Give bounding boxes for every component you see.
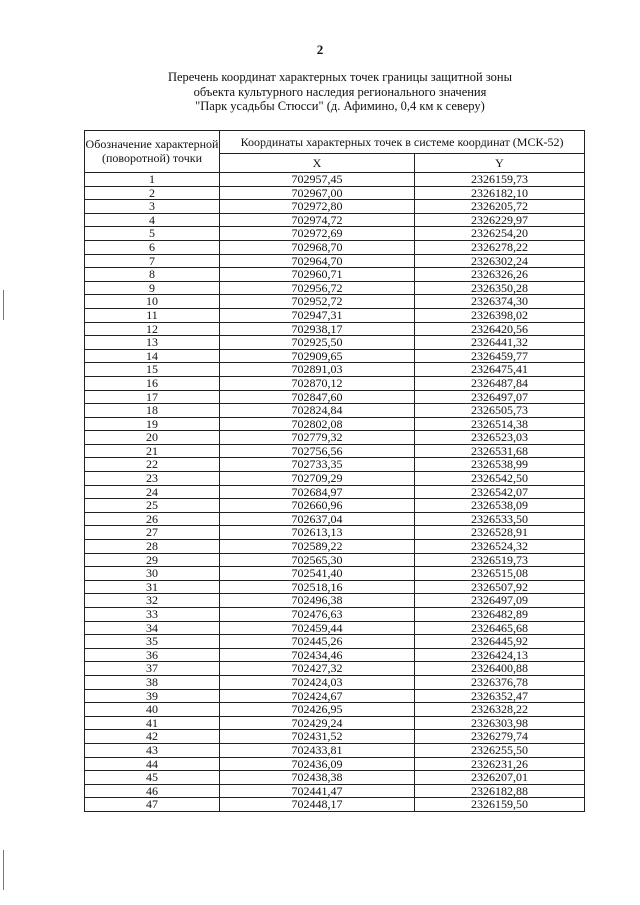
table-row [85, 757, 585, 771]
table-row [85, 295, 585, 309]
y-coordinate-cell: 2326374,30 [415, 295, 585, 309]
table-row [85, 404, 585, 418]
y-coordinate-cell: 2326528,91 [415, 526, 585, 540]
y-coordinate-cell: 2326542,50 [415, 472, 585, 486]
table-row [85, 254, 585, 268]
page-number: 2 [316, 42, 324, 57]
y-coordinate-cell: 2326459,77 [415, 349, 585, 363]
x-coordinate-cell: 702733,35 [220, 458, 415, 472]
y-coordinate-cell: 2326505,73 [415, 404, 585, 418]
y-coordinate-cell: 2326482,89 [415, 608, 585, 622]
table-row [85, 675, 585, 689]
point-number-cell: 9 [85, 281, 220, 295]
x-coordinate-cell: 702660,96 [220, 499, 415, 513]
y-coordinate-cell: 2326514,38 [415, 417, 585, 431]
table-row [85, 594, 585, 608]
point-number-cell: 10 [85, 295, 220, 309]
table-row [85, 186, 585, 200]
point-number-cell: 22 [85, 458, 220, 472]
table-row [85, 240, 585, 254]
x-coordinate-cell: 702518,16 [220, 580, 415, 594]
table-row [85, 173, 585, 187]
point-number-cell: 39 [85, 689, 220, 703]
table-row [85, 784, 585, 798]
y-coordinate-cell: 2326207,01 [415, 771, 585, 785]
y-coordinate-cell: 2326420,56 [415, 322, 585, 336]
y-coordinate-cell: 2326524,32 [415, 540, 585, 554]
y-coordinate-cell: 2326302,24 [415, 254, 585, 268]
table-row [85, 444, 585, 458]
x-coordinate-cell: 702637,04 [220, 512, 415, 526]
x-coordinate-cell: 702870,12 [220, 376, 415, 390]
x-coordinate-cell: 702431,52 [220, 730, 415, 744]
x-coordinate-cell: 702426,95 [220, 703, 415, 717]
y-coordinate-cell: 2326229,97 [415, 213, 585, 227]
point-number-cell: 34 [85, 621, 220, 635]
point-number-cell: 43 [85, 743, 220, 757]
point-number-cell: 21 [85, 444, 220, 458]
y-coordinate-cell: 2326487,84 [415, 376, 585, 390]
coordinates-table [84, 130, 585, 812]
x-coordinate-cell: 702438,38 [220, 771, 415, 785]
document-title [60, 70, 620, 114]
table-row [85, 798, 585, 812]
x-coordinate-cell: 702541,40 [220, 567, 415, 581]
table-row [85, 308, 585, 322]
x-coordinate-cell: 702436,09 [220, 757, 415, 771]
x-coordinate-cell: 702968,70 [220, 240, 415, 254]
y-coordinate-cell: 2326542,07 [415, 485, 585, 499]
table-row [85, 689, 585, 703]
table-row [85, 281, 585, 295]
point-number-cell: 14 [85, 349, 220, 363]
point-number-cell: 38 [85, 675, 220, 689]
point-number-cell: 44 [85, 757, 220, 771]
table-row [85, 417, 585, 431]
x-coordinate-cell: 702445,26 [220, 635, 415, 649]
table-row [85, 635, 585, 649]
point-number-cell: 20 [85, 431, 220, 445]
x-coordinate-cell: 702824,84 [220, 404, 415, 418]
y-coordinate-cell: 2326231,26 [415, 757, 585, 771]
table-row [85, 322, 585, 336]
y-coordinate-cell: 2326445,92 [415, 635, 585, 649]
x-coordinate-cell: 702684,97 [220, 485, 415, 499]
x-coordinate-cell: 702960,71 [220, 268, 415, 282]
table-row [85, 349, 585, 363]
x-coordinate-cell: 702909,65 [220, 349, 415, 363]
point-number-cell: 18 [85, 404, 220, 418]
table-row [85, 580, 585, 594]
y-coordinate-cell: 2326398,02 [415, 308, 585, 322]
y-coordinate-cell: 2326254,20 [415, 227, 585, 241]
table-row [85, 512, 585, 526]
y-coordinate-cell: 2326465,68 [415, 621, 585, 635]
point-number-cell: 41 [85, 716, 220, 730]
x-coordinate-cell: 702891,03 [220, 363, 415, 377]
point-number-cell: 30 [85, 567, 220, 581]
table-row [85, 200, 585, 214]
table-row [85, 431, 585, 445]
point-number-cell: 12 [85, 322, 220, 336]
y-coordinate-cell: 2326279,74 [415, 730, 585, 744]
point-number-cell: 23 [85, 472, 220, 486]
x-coordinate-cell: 702709,29 [220, 472, 415, 486]
point-number-cell: 6 [85, 240, 220, 254]
y-coordinate-cell: 2326328,22 [415, 703, 585, 717]
point-number-cell: 33 [85, 608, 220, 622]
table-row [85, 336, 585, 350]
point-number-cell: 3 [85, 200, 220, 214]
x-coordinate-cell: 702947,31 [220, 308, 415, 322]
point-number-cell: 28 [85, 540, 220, 554]
y-coordinate-cell: 2326182,88 [415, 784, 585, 798]
y-coordinate-cell: 2326533,50 [415, 512, 585, 526]
x-coordinate-cell: 702496,38 [220, 594, 415, 608]
table-row [85, 458, 585, 472]
table-row [85, 662, 585, 676]
x-coordinate-cell: 702972,69 [220, 227, 415, 241]
point-number-cell: 47 [85, 798, 220, 812]
x-coordinate-cell: 702565,30 [220, 553, 415, 567]
x-coordinate-cell: 702964,70 [220, 254, 415, 268]
table-row [85, 540, 585, 554]
point-number-cell: 19 [85, 417, 220, 431]
y-coordinate-cell: 2326507,92 [415, 580, 585, 594]
x-coordinate-cell: 702427,32 [220, 662, 415, 676]
x-coordinate-cell: 702433,81 [220, 743, 415, 757]
point-number-cell: 11 [85, 308, 220, 322]
x-coordinate-cell: 702952,72 [220, 295, 415, 309]
header-coordinates: Координаты характерных точек в системе координат (МСК-52) [220, 131, 585, 154]
x-coordinate-cell: 702434,46 [220, 648, 415, 662]
table-row [85, 648, 585, 662]
y-coordinate-cell: 2326531,68 [415, 444, 585, 458]
y-coordinate-cell: 2326326,26 [415, 268, 585, 282]
x-coordinate-cell: 702448,17 [220, 798, 415, 812]
y-coordinate-cell: 2326159,73 [415, 173, 585, 187]
table-row [85, 485, 585, 499]
header-x: X [220, 154, 415, 173]
table-row [85, 472, 585, 486]
x-coordinate-cell: 702925,50 [220, 336, 415, 350]
table-row [85, 567, 585, 581]
y-coordinate-cell: 2326523,03 [415, 431, 585, 445]
point-number-cell: 25 [85, 499, 220, 513]
y-coordinate-cell: 2326278,22 [415, 240, 585, 254]
point-number-cell: 13 [85, 336, 220, 350]
point-number-cell: 5 [85, 227, 220, 241]
title-line: Перечень координат характерных точек границы защитной зоны [167, 70, 513, 84]
point-number-cell: 37 [85, 662, 220, 676]
point-number-cell: 17 [85, 390, 220, 404]
header-y: Y [415, 154, 585, 173]
y-coordinate-cell: 2326303,98 [415, 716, 585, 730]
x-coordinate-cell: 702967,00 [220, 186, 415, 200]
point-number-cell: 8 [85, 268, 220, 282]
x-coordinate-cell: 702938,17 [220, 322, 415, 336]
x-coordinate-cell: 702779,32 [220, 431, 415, 445]
point-number-cell: 26 [85, 512, 220, 526]
table-row [85, 213, 585, 227]
table-row [85, 621, 585, 635]
y-coordinate-cell: 2326475,41 [415, 363, 585, 377]
point-number-cell: 4 [85, 213, 220, 227]
x-coordinate-cell: 702847,60 [220, 390, 415, 404]
table-row [85, 553, 585, 567]
x-coordinate-cell: 702459,44 [220, 621, 415, 635]
y-coordinate-cell: 2326400,88 [415, 662, 585, 676]
y-coordinate-cell: 2326497,09 [415, 594, 585, 608]
x-coordinate-cell: 702424,03 [220, 675, 415, 689]
x-coordinate-cell: 702613,13 [220, 526, 415, 540]
point-number-cell: 46 [85, 784, 220, 798]
table-row [85, 771, 585, 785]
y-coordinate-cell: 2326182,10 [415, 186, 585, 200]
title-line: "Парк усадьбы Стюсси" (д. Афимино, 0,4 км к северу) [195, 99, 485, 113]
header-point-designation: Обозначение характерной (поворотной) точки [85, 131, 220, 173]
point-number-cell: 15 [85, 363, 220, 377]
left-margin-line [3, 290, 4, 320]
y-coordinate-cell: 2326441,32 [415, 336, 585, 350]
table-row [85, 743, 585, 757]
table-row [85, 703, 585, 717]
y-coordinate-cell: 2326255,50 [415, 743, 585, 757]
point-number-cell: 40 [85, 703, 220, 717]
y-coordinate-cell: 2326205,72 [415, 200, 585, 214]
table-row [85, 716, 585, 730]
y-coordinate-cell: 2326538,99 [415, 458, 585, 472]
table-row [85, 268, 585, 282]
y-coordinate-cell: 2326159,50 [415, 798, 585, 812]
x-coordinate-cell: 702802,08 [220, 417, 415, 431]
table-row [85, 526, 585, 540]
point-number-cell: 35 [85, 635, 220, 649]
x-coordinate-cell: 702589,22 [220, 540, 415, 554]
point-number-cell: 1 [85, 173, 220, 187]
point-number-cell: 7 [85, 254, 220, 268]
x-coordinate-cell: 702476,63 [220, 608, 415, 622]
table-body [85, 173, 585, 812]
y-coordinate-cell: 2326350,28 [415, 281, 585, 295]
point-number-cell: 42 [85, 730, 220, 744]
y-coordinate-cell: 2326515,08 [415, 567, 585, 581]
x-coordinate-cell: 702972,80 [220, 200, 415, 214]
y-coordinate-cell: 2326538,09 [415, 499, 585, 513]
point-number-cell: 32 [85, 594, 220, 608]
table-row [85, 376, 585, 390]
y-coordinate-cell: 2326376,78 [415, 675, 585, 689]
y-coordinate-cell: 2326497,07 [415, 390, 585, 404]
point-number-cell: 2 [85, 186, 220, 200]
x-coordinate-cell: 702956,72 [220, 281, 415, 295]
point-number-cell: 29 [85, 553, 220, 567]
table-row [85, 608, 585, 622]
point-number-cell: 27 [85, 526, 220, 540]
y-coordinate-cell: 2326352,47 [415, 689, 585, 703]
table-row [85, 499, 585, 513]
table-row [85, 363, 585, 377]
table-row [85, 227, 585, 241]
y-coordinate-cell: 2326519,73 [415, 553, 585, 567]
x-coordinate-cell: 702429,24 [220, 716, 415, 730]
x-coordinate-cell: 702441,47 [220, 784, 415, 798]
point-number-cell: 31 [85, 580, 220, 594]
point-number-cell: 16 [85, 376, 220, 390]
x-coordinate-cell: 702424,67 [220, 689, 415, 703]
table-row [85, 730, 585, 744]
table-row [85, 390, 585, 404]
y-coordinate-cell: 2326424,13 [415, 648, 585, 662]
x-coordinate-cell: 702756,56 [220, 444, 415, 458]
left-margin-line [3, 850, 4, 890]
x-coordinate-cell: 702974,72 [220, 213, 415, 227]
point-number-cell: 36 [85, 648, 220, 662]
x-coordinate-cell: 702957,45 [220, 173, 415, 187]
title-line: объекта культурного наследия регионального значения [193, 84, 487, 99]
point-number-cell: 24 [85, 485, 220, 499]
point-number-cell: 45 [85, 771, 220, 785]
